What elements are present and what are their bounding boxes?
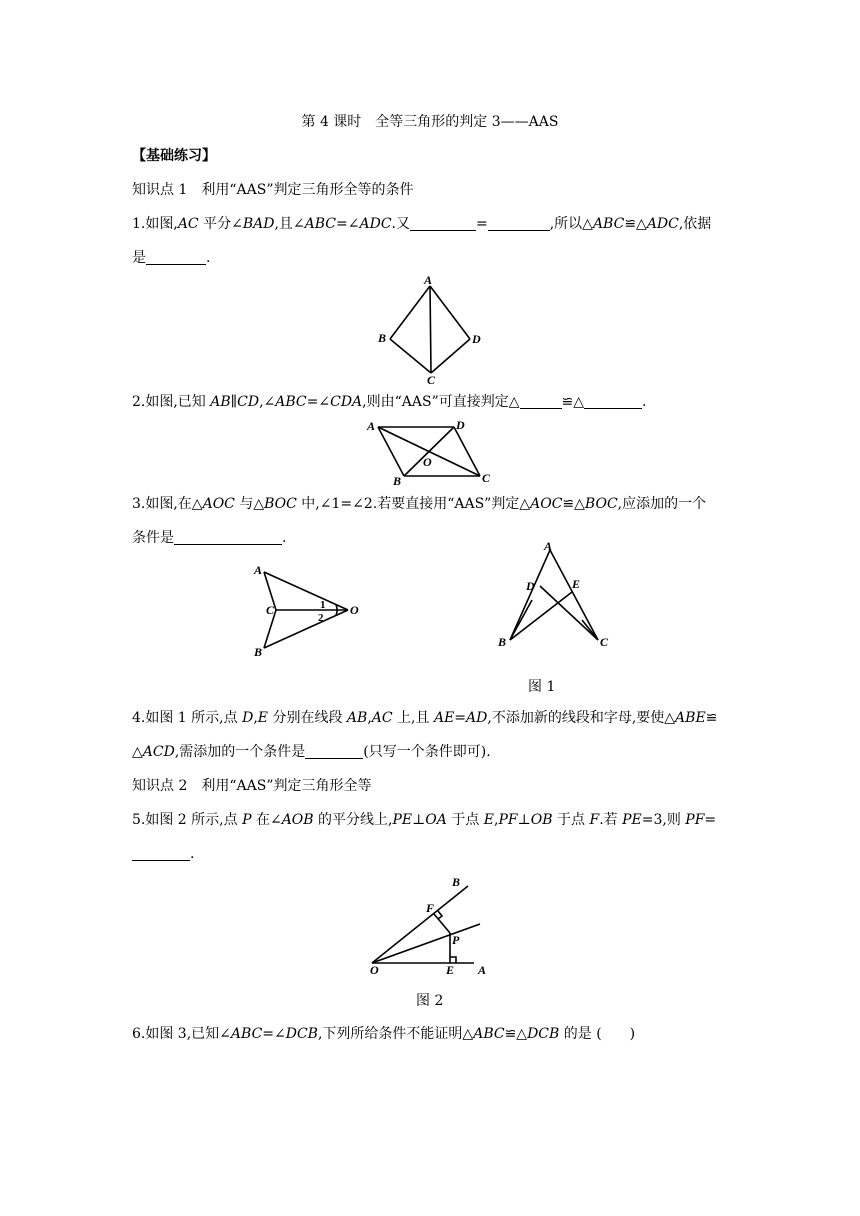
question-6 <box>132 1024 635 1044</box>
answer-blank[interactable] <box>174 529 282 545</box>
text-fragment: ADC <box>359 216 392 232</box>
point-label: E <box>446 963 455 977</box>
text-fragment: .又 <box>391 216 410 232</box>
figure-q2-quadrilateral <box>366 416 506 488</box>
text-fragment: ,且∠ <box>274 216 305 232</box>
question-1-line-2 <box>132 248 210 268</box>
text-fragment: BOC <box>584 496 618 512</box>
angle-label: 2 <box>318 612 324 624</box>
text-fragment: =∠ <box>336 216 360 232</box>
text-fragment: P <box>242 812 252 828</box>
text-fragment: ≌ <box>705 710 718 726</box>
text-fragment: 6.如图 3,已知∠ <box>132 1026 231 1042</box>
text-fragment: 是 <box>132 250 146 266</box>
text-fragment: . <box>206 250 211 266</box>
text-fragment: ABE <box>675 710 706 726</box>
point-label: A <box>367 419 376 433</box>
text-fragment: DCB <box>285 1026 318 1042</box>
section-heading: 【基础练习】 <box>132 148 216 164</box>
point-label: B <box>254 645 263 659</box>
text-fragment: (只写一个条件即可). <box>363 744 491 760</box>
figure-2-caption: 图 2 <box>416 993 444 1009</box>
point-label: P <box>452 933 460 947</box>
question-2 <box>132 392 646 412</box>
point-label: O <box>423 455 432 469</box>
text-fragment: AE <box>433 710 455 726</box>
answer-blank[interactable] <box>305 743 363 759</box>
text-fragment: F <box>589 812 600 828</box>
point-label: C <box>600 635 609 649</box>
text-fragment: AB <box>210 394 231 410</box>
text-fragment: 1.如图, <box>132 216 178 232</box>
question-4-line-1 <box>132 708 717 728</box>
text-fragment: 分别在线段 <box>268 710 347 726</box>
point-label: O <box>370 963 379 977</box>
point-label: O <box>350 603 359 617</box>
text-fragment: = <box>704 812 717 828</box>
text-fragment: ⊥ <box>517 812 531 828</box>
text-fragment: ,∠ <box>259 394 276 410</box>
answer-blank[interactable] <box>146 249 206 265</box>
text-fragment: ∥ <box>230 394 238 410</box>
text-fragment: ABC <box>275 394 307 410</box>
point-label: D <box>472 332 481 346</box>
text-fragment: AOC <box>530 496 563 512</box>
text-fragment: = <box>475 216 488 232</box>
text-fragment: CDA <box>330 394 363 410</box>
point-label: B <box>452 875 461 889</box>
text-fragment: 在∠ <box>251 812 282 828</box>
text-fragment: 中,∠1=∠2.若要直接用“AAS”判定△ <box>296 496 531 512</box>
text-fragment: PE <box>392 812 413 828</box>
text-fragment: . <box>642 394 647 410</box>
angle-label: 1 <box>320 599 326 611</box>
text-fragment: 于点 <box>552 812 590 828</box>
answer-blank[interactable] <box>520 393 562 409</box>
point-label: D <box>456 418 465 432</box>
text-fragment: ,不添加新的线段和字母,要使△ <box>487 710 676 726</box>
point-label: C <box>266 603 275 617</box>
question-5-line-1 <box>132 810 716 830</box>
text-fragment: 于点 <box>446 812 484 828</box>
answer-blank[interactable] <box>132 845 190 861</box>
text-fragment: AOB <box>281 812 314 828</box>
text-fragment: PF <box>685 812 705 828</box>
text-fragment: ≌△ <box>624 216 647 232</box>
text-fragment: ≌△ <box>562 496 585 512</box>
point-label: A <box>254 563 263 577</box>
answer-blank[interactable] <box>410 215 476 231</box>
point-label: A <box>424 273 433 287</box>
text-fragment: ABC <box>230 1026 263 1042</box>
text-fragment: 的平分线上, <box>313 812 393 828</box>
page-title: 第 4 课时 全等三角形的判定 3——AAS <box>301 114 559 130</box>
knowledge-point-1 <box>132 180 414 200</box>
text-fragment: ADC <box>646 216 679 232</box>
point-label: D <box>526 579 535 593</box>
answer-blank[interactable] <box>488 215 550 231</box>
text-fragment: ,依据 <box>678 216 712 232</box>
question-3-line-2 <box>132 528 286 548</box>
text-fragment: AC <box>371 710 393 726</box>
text-fragment: ACD <box>142 744 175 760</box>
figure-1-caption: 图 1 <box>528 679 556 695</box>
text-fragment: ABC <box>304 216 337 232</box>
text-fragment: ,应添加的一个 <box>617 496 707 512</box>
figure-2-angle-bisector <box>366 874 506 978</box>
text-fragment: 5.如图 2 所示,点 <box>132 812 243 828</box>
question-4-line-2 <box>132 742 491 762</box>
point-label: F <box>426 901 435 915</box>
text-fragment: OA <box>425 812 447 828</box>
point-label: E <box>572 577 581 591</box>
text-fragment: . <box>190 846 195 862</box>
point-label: C <box>482 471 491 485</box>
point-label: A <box>478 963 487 977</box>
text-fragment: ABC <box>592 216 625 232</box>
text-fragment: 3.如图,在△ <box>132 496 203 512</box>
text-fragment: 与△ <box>234 496 265 512</box>
text-fragment: ≌△ <box>504 1026 528 1042</box>
figure-1-triangle <box>496 538 616 652</box>
text-fragment: 利用“AAS”判定三角形全等的条件 <box>201 182 414 198</box>
text-fragment: DCB <box>527 1026 560 1042</box>
text-fragment: 条件是 <box>132 530 174 546</box>
question-1-line-1 <box>132 214 711 234</box>
text-fragment: =∠ <box>262 1026 286 1042</box>
point-label: B <box>378 331 387 345</box>
text-fragment: E <box>483 812 495 828</box>
text-fragment: 知识点 1 <box>132 182 188 198</box>
text-fragment: E <box>257 710 268 726</box>
text-fragment: 利用“AAS”判定三角形全等 <box>201 778 372 794</box>
question-3-line-1 <box>132 494 706 514</box>
text-fragment: = <box>454 710 467 726</box>
text-fragment: △ <box>132 744 143 760</box>
text-fragment: ,则由“AAS”可直接判定△ <box>362 394 520 410</box>
text-fragment: ABC <box>473 1026 505 1042</box>
text-fragment: ≌△ <box>561 394 584 410</box>
text-fragment: 上,且 <box>392 710 434 726</box>
text-fragment: AB <box>346 710 368 726</box>
text-fragment: ⊥ <box>412 812 426 828</box>
text-fragment: 的是 ( ) <box>559 1026 636 1042</box>
answer-blank[interactable] <box>584 393 642 409</box>
text-fragment: AOC <box>202 496 235 512</box>
point-label: A <box>544 539 553 553</box>
text-fragment: PE <box>622 812 642 828</box>
knowledge-point-2 <box>132 776 372 796</box>
text-fragment: ,下列所给条件不能证明△ <box>317 1026 474 1042</box>
text-fragment: CD <box>237 394 260 410</box>
point-label: C <box>427 373 436 387</box>
text-fragment: , <box>253 710 258 726</box>
text-fragment: 2.如图,已知 <box>132 394 211 410</box>
text-fragment: AD <box>466 710 488 726</box>
text-fragment: PF <box>498 812 518 828</box>
text-fragment: AC <box>177 216 199 232</box>
text-fragment: , <box>494 812 499 828</box>
text-fragment: BAD <box>242 216 275 232</box>
text-fragment: .若 <box>599 812 623 828</box>
figure-q1-kite <box>376 274 486 386</box>
text-fragment: , <box>367 710 372 726</box>
text-fragment: 知识点 2 <box>132 778 188 794</box>
text-fragment: =∠ <box>306 394 331 410</box>
text-fragment: OB <box>530 812 553 828</box>
text-fragment: =3,则 <box>641 812 686 828</box>
text-fragment: ,需添加的一个条件是 <box>174 744 306 760</box>
text-fragment: D <box>242 710 254 726</box>
point-label: B <box>393 474 402 488</box>
text-fragment: BOC <box>264 496 297 512</box>
point-label: B <box>498 635 507 649</box>
text-fragment: 4.如图 1 所示,点 <box>132 710 243 726</box>
text-fragment: 平分∠ <box>198 216 243 232</box>
question-5-line-2 <box>132 844 194 864</box>
figure-q3-triangles <box>254 560 366 660</box>
text-fragment: . <box>282 530 287 546</box>
text-fragment: ,所以△ <box>549 216 593 232</box>
